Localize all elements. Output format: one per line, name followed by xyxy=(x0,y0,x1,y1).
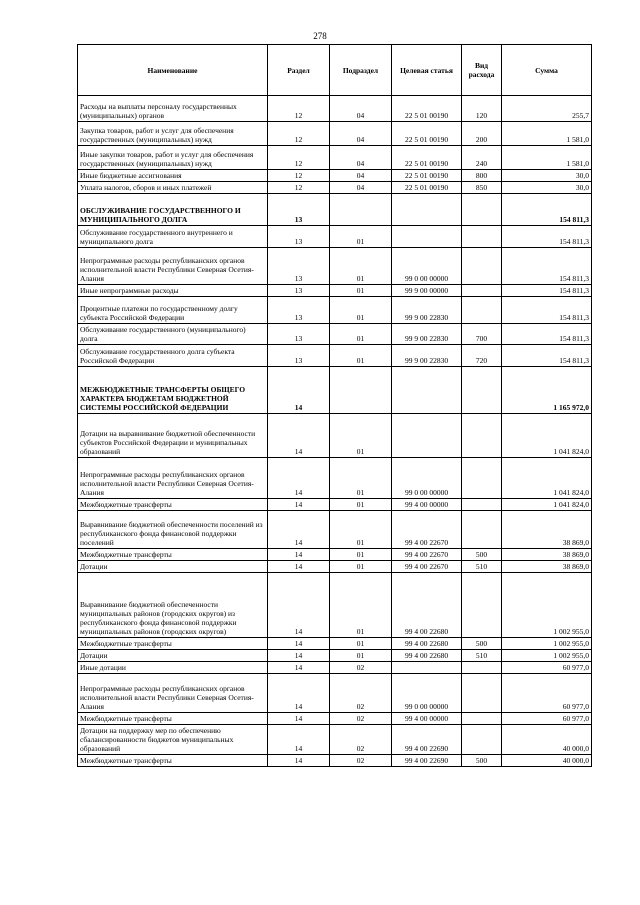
row-section: 13 xyxy=(268,285,330,297)
row-sum: 38 869,0 xyxy=(502,549,592,561)
table-row xyxy=(78,324,592,345)
row-expense-type xyxy=(462,458,502,499)
row-sum: 1 002 955,0 xyxy=(502,573,592,638)
row-name xyxy=(78,182,268,194)
table-row xyxy=(78,674,592,713)
row-section: 14 xyxy=(268,499,330,511)
row-subsection: 02 xyxy=(330,755,392,767)
row-target: 22 5 01 00190 xyxy=(392,170,462,182)
row-subsection: 01 xyxy=(330,638,392,650)
row-name-text: Дотации xyxy=(80,562,108,571)
row-name-text: Иные непрограммные расходы xyxy=(80,286,179,295)
page-number: 278 xyxy=(313,31,327,41)
row-section: 12 xyxy=(268,96,330,122)
row-section: 14 xyxy=(268,650,330,662)
row-expense-type xyxy=(462,674,502,713)
row-subsection: 04 xyxy=(330,122,392,146)
table-row xyxy=(78,638,592,650)
row-expense-type: 500 xyxy=(462,755,502,767)
header-subsection: Подраздел xyxy=(330,45,392,96)
row-name xyxy=(78,638,268,650)
row-target: 99 4 00 22690 xyxy=(392,755,462,767)
row-sum: 154 811,3 xyxy=(502,248,592,285)
row-section: 14 xyxy=(268,511,330,549)
row-subsection: 01 xyxy=(330,511,392,549)
row-target xyxy=(392,414,462,458)
row-target: 99 9 00 22830 xyxy=(392,324,462,345)
row-target: 99 4 00 00000 xyxy=(392,713,462,725)
row-name xyxy=(78,561,268,573)
row-section: 12 xyxy=(268,182,330,194)
row-expense-type: 120 xyxy=(462,96,502,122)
row-sum: 40 000,0 xyxy=(502,755,592,767)
row-expense-type: 720 xyxy=(462,345,502,367)
row-expense-type xyxy=(462,511,502,549)
row-expense-type: 800 xyxy=(462,170,502,182)
table-row xyxy=(78,725,592,755)
row-name xyxy=(78,549,268,561)
table-row xyxy=(78,499,592,511)
row-name xyxy=(78,367,268,414)
row-subsection: 01 xyxy=(330,561,392,573)
row-name-text: Расходы на выплаты персоналу государственных (муниципальных) органов xyxy=(80,102,237,120)
row-expense-type xyxy=(462,725,502,755)
row-section: 14 xyxy=(268,755,330,767)
row-expense-type xyxy=(462,713,502,725)
row-subsection: 02 xyxy=(330,713,392,725)
row-subsection: 01 xyxy=(330,297,392,324)
row-expense-type: 500 xyxy=(462,638,502,650)
row-name-text: Обслуживание государственного долга субъекта Российской Федерации xyxy=(80,347,235,365)
row-expense-type: 510 xyxy=(462,650,502,662)
row-name-text: Межбюджетные трансферты xyxy=(80,550,172,559)
row-sum: 30,0 xyxy=(502,170,592,182)
row-name xyxy=(78,248,268,285)
row-section: 14 xyxy=(268,414,330,458)
row-name xyxy=(78,146,268,170)
row-name-text: Обслуживание государственного внутреннего и муниципального долга xyxy=(80,228,233,246)
row-target: 22 5 01 00190 xyxy=(392,146,462,170)
row-sum: 38 869,0 xyxy=(502,561,592,573)
row-target xyxy=(392,194,462,226)
row-name xyxy=(78,297,268,324)
row-expense-type: 240 xyxy=(462,146,502,170)
row-subsection: 01 xyxy=(330,458,392,499)
row-target: 99 0 00 00000 xyxy=(392,248,462,285)
row-target: 22 5 01 00190 xyxy=(392,122,462,146)
row-name xyxy=(78,345,268,367)
row-name xyxy=(78,573,268,638)
row-sum: 1 041 824,0 xyxy=(502,414,592,458)
table-row xyxy=(78,367,592,414)
row-sum: 1 041 824,0 xyxy=(502,499,592,511)
row-name-text: Выравнивание бюджетной обеспеченности поселений из республиканского фонда финансовой поддержки поселений xyxy=(80,520,263,547)
row-subsection: 04 xyxy=(330,170,392,182)
row-section: 13 xyxy=(268,297,330,324)
row-name-text: Обслуживание государственного (муниципального) долга xyxy=(80,325,246,343)
row-name xyxy=(78,511,268,549)
row-expense-type xyxy=(462,414,502,458)
table-row xyxy=(78,573,592,638)
table-row xyxy=(78,662,592,674)
header-expense-type: Вид расхода xyxy=(462,45,502,96)
header-sum: Сумма xyxy=(502,45,592,96)
row-subsection: 02 xyxy=(330,662,392,674)
table-row xyxy=(78,226,592,248)
table-row xyxy=(78,713,592,725)
row-section: 13 xyxy=(268,248,330,285)
row-section: 14 xyxy=(268,549,330,561)
table-row xyxy=(78,297,592,324)
row-section: 14 xyxy=(268,674,330,713)
row-section: 14 xyxy=(268,662,330,674)
row-name-text: Иные дотации xyxy=(80,663,126,672)
table-row xyxy=(78,414,592,458)
row-sum: 30,0 xyxy=(502,182,592,194)
row-name-text: Непрограммные расходы республиканских органов исполнительной власти Республики Северная Осетия-Алания xyxy=(80,684,254,711)
row-target: 99 4 00 22670 xyxy=(392,549,462,561)
row-subsection: 01 xyxy=(330,248,392,285)
row-expense-type: 200 xyxy=(462,122,502,146)
row-sum: 40 000,0 xyxy=(502,725,592,755)
row-section: 12 xyxy=(268,122,330,146)
table-row xyxy=(78,146,592,170)
row-subsection: 01 xyxy=(330,285,392,297)
row-subsection: 01 xyxy=(330,549,392,561)
row-subsection: 01 xyxy=(330,573,392,638)
row-sum: 60 977,0 xyxy=(502,662,592,674)
row-name-text: МЕЖБЮДЖЕТНЫЕ ТРАНСФЕРТЫ ОБЩЕГО ХАРАКТЕРА БЮДЖЕТАМ БЮДЖЕТНОЙ СИСТЕМЫ РОССИЙСКОЙ ФЕДЕРАЦИИ xyxy=(80,385,246,412)
row-name xyxy=(78,414,268,458)
row-name xyxy=(78,324,268,345)
row-sum: 60 977,0 xyxy=(502,713,592,725)
row-name-text: Дотации на выравнивание бюджетной обеспеченности субъектов Российской Федерации и муниципальных образований xyxy=(80,429,256,456)
row-target: 99 4 00 22680 xyxy=(392,638,462,650)
row-name-text: Непрограммные расходы республиканских органов исполнительной власти Республики Северная Осетия-Алания xyxy=(80,470,254,497)
row-section: 14 xyxy=(268,713,330,725)
row-name-text: Межбюджетные трансферты xyxy=(80,756,172,765)
row-expense-type: 510 xyxy=(462,561,502,573)
table-row xyxy=(78,755,592,767)
row-sum: 38 869,0 xyxy=(502,511,592,549)
row-sum: 1 165 972,0 xyxy=(502,367,592,414)
row-expense-type xyxy=(462,367,502,414)
row-subsection xyxy=(330,194,392,226)
row-subsection: 01 xyxy=(330,499,392,511)
row-expense-type xyxy=(462,248,502,285)
row-target: 22 5 01 00190 xyxy=(392,182,462,194)
row-sum: 154 811,3 xyxy=(502,226,592,248)
header-name: Наименование xyxy=(78,45,268,96)
row-expense-type: 500 xyxy=(462,549,502,561)
row-sum: 1 002 955,0 xyxy=(502,638,592,650)
row-target: 99 4 00 00000 xyxy=(392,499,462,511)
row-target: 99 4 00 22680 xyxy=(392,650,462,662)
row-subsection: 01 xyxy=(330,226,392,248)
table-row xyxy=(78,248,592,285)
row-expense-type: 700 xyxy=(462,324,502,345)
row-sum: 255,7 xyxy=(502,96,592,122)
row-name-text: Непрограммные расходы республиканских органов исполнительной власти Республики Северная Осетия-Алания xyxy=(80,256,254,283)
table-row xyxy=(78,345,592,367)
row-section: 14 xyxy=(268,725,330,755)
row-section: 14 xyxy=(268,561,330,573)
header-target: Целевая статья xyxy=(392,45,462,96)
row-sum: 1 581,0 xyxy=(502,146,592,170)
row-target: 99 0 00 00000 xyxy=(392,458,462,499)
row-name-text: Иные бюджетные ассигнования xyxy=(80,171,182,180)
row-section: 13 xyxy=(268,194,330,226)
row-name-text: ОБСЛУЖИВАНИЕ ГОСУДАРСТВЕННОГО И МУНИЦИПАЛЬНОГО ДОЛГА xyxy=(80,206,241,224)
row-name-text: Межбюджетные трансферты xyxy=(80,639,172,648)
row-name xyxy=(78,650,268,662)
table-row xyxy=(78,561,592,573)
row-expense-type xyxy=(462,573,502,638)
row-section: 13 xyxy=(268,324,330,345)
row-target: 99 0 00 00000 xyxy=(392,674,462,713)
table-row xyxy=(78,458,592,499)
row-subsection: 01 xyxy=(330,414,392,458)
row-name-text: Уплата налогов, сборов и иных платежей xyxy=(80,183,212,192)
table-row xyxy=(78,285,592,297)
row-target: 99 9 00 00000 xyxy=(392,285,462,297)
row-name-text: Процентные платежи по государственному долгу субъекта Российской Федерации xyxy=(80,304,238,322)
row-expense-type xyxy=(462,662,502,674)
row-name-text: Межбюджетные трансферты xyxy=(80,714,172,723)
row-name xyxy=(78,285,268,297)
row-section: 14 xyxy=(268,638,330,650)
row-name-text: Дотации xyxy=(80,651,108,660)
row-section: 12 xyxy=(268,170,330,182)
row-sum: 154 811,3 xyxy=(502,297,592,324)
row-section: 14 xyxy=(268,573,330,638)
row-name xyxy=(78,713,268,725)
table-row xyxy=(78,650,592,662)
row-sum: 1 002 955,0 xyxy=(502,650,592,662)
row-name-text: Иные закупки товаров, работ и услуг для обеспечения государственных (муниципальных) нужд xyxy=(80,150,254,168)
row-name xyxy=(78,755,268,767)
row-section: 13 xyxy=(268,345,330,367)
row-target: 99 4 00 22670 xyxy=(392,561,462,573)
table-row xyxy=(78,96,592,122)
row-target xyxy=(392,226,462,248)
row-section: 13 xyxy=(268,226,330,248)
row-name-text: Дотации на поддержку мер по обеспечению сбалансированности бюджетов муниципальных образований xyxy=(80,726,234,753)
row-name xyxy=(78,458,268,499)
row-subsection xyxy=(330,367,392,414)
table-row xyxy=(78,170,592,182)
row-expense-type xyxy=(462,297,502,324)
row-subsection: 02 xyxy=(330,674,392,713)
table-row xyxy=(78,511,592,549)
row-subsection: 01 xyxy=(330,345,392,367)
row-name xyxy=(78,194,268,226)
row-section: 14 xyxy=(268,367,330,414)
row-name xyxy=(78,674,268,713)
row-expense-type xyxy=(462,499,502,511)
table-row xyxy=(78,182,592,194)
row-name xyxy=(78,96,268,122)
row-target: 99 4 00 22680 xyxy=(392,573,462,638)
row-name-text: Закупка товаров, работ и услуг для обеспечения государственных (муниципальных) нужд xyxy=(80,126,234,144)
row-expense-type: 850 xyxy=(462,182,502,194)
row-target xyxy=(392,367,462,414)
row-sum: 60 977,0 xyxy=(502,674,592,713)
table-header-row xyxy=(78,45,592,96)
row-name xyxy=(78,226,268,248)
row-target: 99 4 00 22690 xyxy=(392,725,462,755)
row-target: 99 9 00 22830 xyxy=(392,345,462,367)
row-expense-type xyxy=(462,194,502,226)
row-expense-type xyxy=(462,226,502,248)
table-row xyxy=(78,122,592,146)
row-name xyxy=(78,662,268,674)
row-sum: 1 581,0 xyxy=(502,122,592,146)
row-sum: 154 811,3 xyxy=(502,194,592,226)
row-name xyxy=(78,170,268,182)
row-subsection: 04 xyxy=(330,146,392,170)
row-target: 99 9 00 22830 xyxy=(392,297,462,324)
row-name-text: Выравнивание бюджетной обеспеченности муниципальных районов (городских округов) из республиканского фонда финансовой поддержки муниципальных районов (городских округов) xyxy=(80,600,237,636)
row-target: 22 5 01 00190 xyxy=(392,96,462,122)
row-subsection: 04 xyxy=(330,96,392,122)
header-section: Раздел xyxy=(268,45,330,96)
row-section: 12 xyxy=(268,146,330,170)
row-expense-type xyxy=(462,285,502,297)
row-subsection: 02 xyxy=(330,725,392,755)
row-subsection: 04 xyxy=(330,182,392,194)
row-name xyxy=(78,122,268,146)
row-name xyxy=(78,725,268,755)
row-target xyxy=(392,662,462,674)
row-sum: 154 811,3 xyxy=(502,324,592,345)
row-name xyxy=(78,499,268,511)
table-row xyxy=(78,549,592,561)
row-sum: 154 811,3 xyxy=(502,285,592,297)
row-name-text: Межбюджетные трансферты xyxy=(80,500,172,509)
budget-table xyxy=(77,44,592,767)
row-sum: 1 041 824,0 xyxy=(502,458,592,499)
row-sum: 154 811,3 xyxy=(502,345,592,367)
row-subsection: 01 xyxy=(330,650,392,662)
row-target: 99 4 00 22670 xyxy=(392,511,462,549)
table-row xyxy=(78,194,592,226)
row-section: 14 xyxy=(268,458,330,499)
row-subsection: 01 xyxy=(330,324,392,345)
